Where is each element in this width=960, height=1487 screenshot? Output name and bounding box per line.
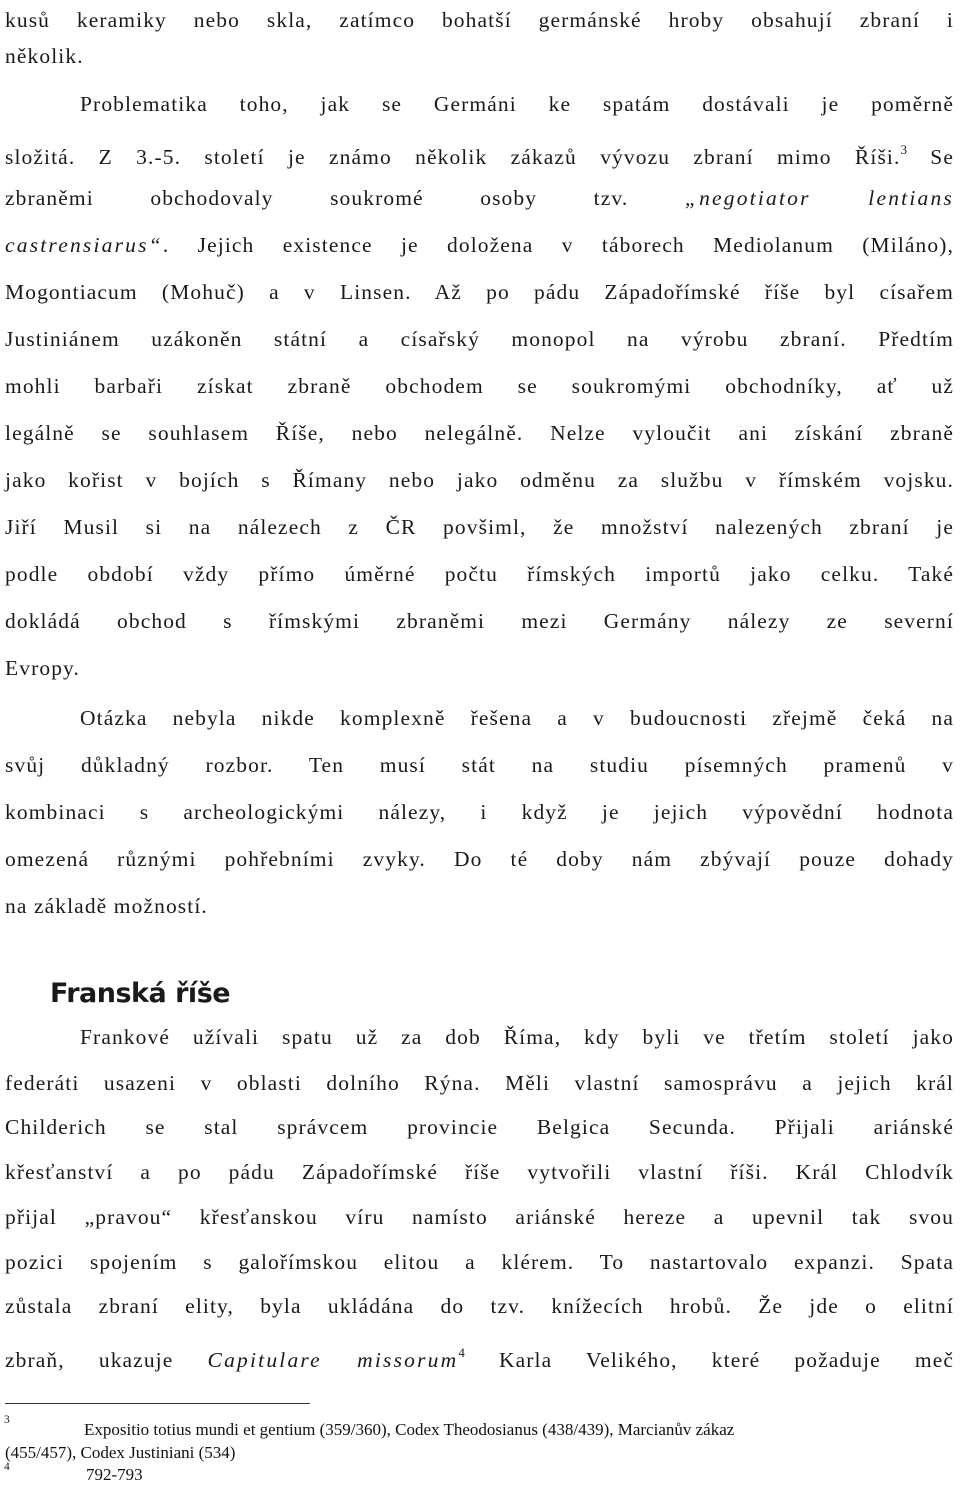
- text-line: několik.: [5, 44, 84, 68]
- text-line: pozici spojením s galořímskou elitou a klérem. To nastartovalo expanzi. Spata: [5, 1250, 954, 1274]
- text-segment: zbraň, ukazuje: [5, 1348, 174, 1372]
- italic-term: castrensiarus“: [5, 233, 163, 257]
- footnote-number-4: 4: [4, 1461, 10, 1473]
- text-segment: Se: [930, 145, 954, 169]
- text-segment: Karla Velikého, které požaduje meč: [498, 1348, 954, 1372]
- text-line: [5, 183, 954, 213]
- footnote-3-text: (455/457), Codex Justiniani (534): [5, 1443, 236, 1462]
- text-line: Mogontiacum (Mohuč) a v Linsen. Až po pádu Západořímské říše byl císařem: [5, 280, 954, 304]
- text-line: svůj důkladný rozbor. Ten musí stát na studiu písemných pramenů v: [5, 753, 954, 777]
- text-line: legálně se souhlasem Říše, nebo nelegálně. Nelze vyloučit ani získání zbraně: [5, 421, 954, 445]
- text-segment: . Jejich existence je doložena v táborech Mediolanum (Miláno),: [162, 233, 954, 257]
- text-line: federáti usazeni v oblasti dolního Rýna. Měli vlastní samosprávu a jejich král: [5, 1071, 954, 1095]
- text-line: Problematika toho, jak se Germáni ke spatám dostávali je poměrně: [80, 92, 954, 116]
- text-line: [5, 230, 954, 260]
- footnote-3-text: Expositio totius mundi et gentium (359/360), Codex Theodosianus (438/439), Marcianův zákaz: [84, 1420, 735, 1439]
- text-line: Frankové užívali spatu už za dob Říma, kdy byli ve třetím století jako: [80, 1025, 954, 1049]
- italic-term: Capitulare missorum: [207, 1348, 459, 1372]
- text-line: kombinaci s archeologickými nálezy, i když je jejich výpovědní hodnota: [5, 800, 954, 824]
- text-line: jako kořist v bojích s Římany nebo jako odměnu za službu v římském vojsku.: [5, 468, 954, 492]
- text-line: Otázka nebyla nikde komplexně řešena a v budoucnosti zřejmě čeká na: [80, 706, 954, 730]
- text-line: omezená různými pohřebními zvyky. Do té doby nám zbývají pouze dohady: [5, 847, 954, 871]
- footnote-number-3: 3: [4, 1414, 10, 1426]
- section-heading: Franská říše: [50, 978, 231, 1009]
- footnote-4-text: 792-793: [86, 1465, 143, 1484]
- text-line: křesťanství a po pádu Západořímské říše vytvořili vlastní říši. Král Chlodvík: [5, 1160, 954, 1184]
- text-line: Childerich se stal správcem provincie Belgica Secunda. Přijali ariánské: [5, 1115, 954, 1139]
- text-line: kusů keramiky nebo skla, zatímco bohatší germánské hroby obsahují zbraní i: [5, 8, 954, 32]
- text-line: mohli barbaři získat zbraně obchodem se soukromými obchodníky, ať už: [5, 374, 954, 398]
- italic-term: „negotiator lentians: [684, 186, 954, 210]
- footnote-separator: [5, 1403, 310, 1404]
- text-segment: zbraněmi obchodovaly soukromé osoby tzv.: [5, 186, 629, 210]
- text-line: [5, 1338, 954, 1375]
- footnote-ref-3: 3: [900, 142, 907, 157]
- text-line: na základě možností.: [5, 894, 208, 918]
- footnote-ref-4: 4: [458, 1345, 465, 1360]
- text-line: podle období vždy přímo úměrné počtu římských importů jako celku. Také: [5, 562, 954, 586]
- text-line: Jiří Musil si na nálezech z ČR povšiml, že množství nalezených zbraní je: [5, 515, 954, 539]
- text-line: Evropy.: [5, 656, 80, 680]
- text-segment: složitá. Z 3.-5. století je známo několik zákazů vývozu zbraní mimo Říši.: [5, 145, 901, 169]
- text-line: dokládá obchod s římskými zbraněmi mezi Germány nálezy ze severní: [5, 609, 954, 633]
- text-line: Justiniánem uzákoněn státní a císařský monopol na výrobu zbraní. Předtím: [5, 327, 954, 351]
- text-line: zůstala zbraní elity, byla ukládána do tzv. knížecích hrobů. Že jde o elitní: [5, 1294, 954, 1318]
- text-line: přijal „pravou“ křesťanskou víru namísto ariánské hereze a upevnil tak svou: [5, 1205, 954, 1229]
- text-line: [5, 135, 954, 172]
